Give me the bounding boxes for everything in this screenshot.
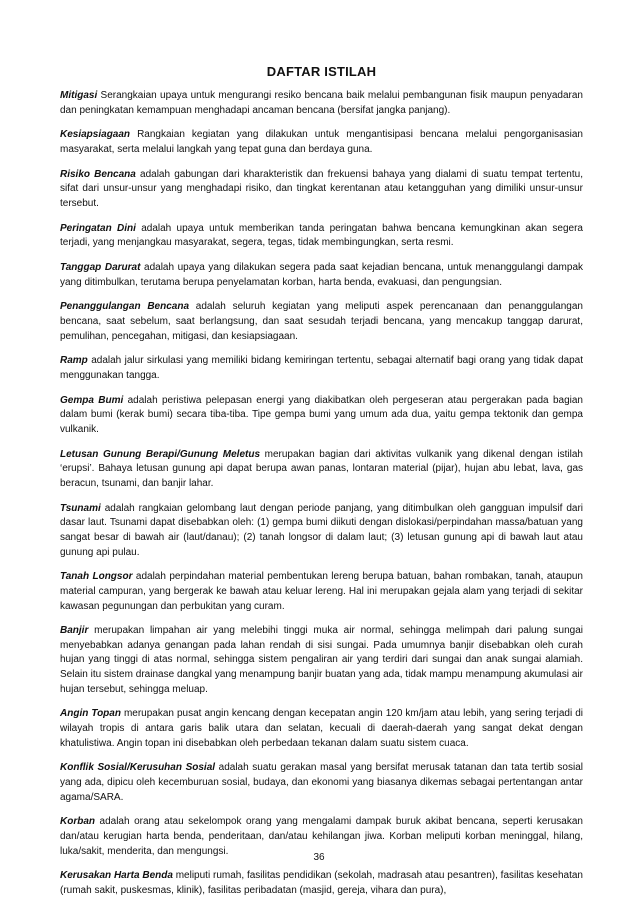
glossary-term: Tsunami [60, 502, 101, 514]
glossary-term: Kerusakan Harta Benda [60, 870, 173, 882]
glossary-definition: adalah upaya yang dilakukan segera pada saat kejadian bencana, untuk menanggulangi dampak yang ditimbulkan, terutama berupa penyelamatan korban, harta benda, evakuasi, dan pengungsian. [60, 262, 583, 288]
glossary-term: Mitigasi [60, 90, 98, 101]
glossary-definition: adalah suatu gerakan masal yang bersifat merusak tatanan dan tata tertib sosial yang ada, dipicu oleh kecemburuan sosial, budaya, dan ekonomi yang biasanya dikemas sebagai pertentangan antar agama/SARA. [60, 762, 583, 803]
glossary-definition: merupakan bagian dari aktivitas vulkanik yang dikenal dengan istilah ‘erupsi’. Bahaya letusan gunung api dapat berupa awan panas, lontaran material (pijar), hujan abu lebat, lava, gas beracun, tsunami, dan banjir lahar. [60, 448, 583, 489]
glossary-definition: Serangkaian upaya untuk mengurangi resiko bencana baik melalui pembangunan fisik maupun penyadaran dan peningkatan kemampuan menghadapi ancaman bencana (bersifat jangka panjang). [60, 90, 583, 116]
glossary-definition: adalah jalur sirkulasi yang memiliki bidang kemiringan tertentu, sebagai alternatif bagi orang yang tidak dapat menggunakan tangga. [60, 355, 583, 382]
glossary-definition: adalah peristiwa pelepasan energi yang diakibatkan oleh pergeseran atau pergerakan pada bagian dalam bumi (kerak bumi) secara tiba-tiba. Tipe gempa bumi yang umum ada dua, yaitu gempa tektonik dan gempa vulkanik. [60, 394, 583, 435]
glossary-definition: adalah orang atau sekelompok orang yang mengalami dampak buruk akibat bencana, seperti kerusakan dan/atau kerugian harta benda, penderitaan, dan/atau kehilangan jiwa. Korban meliputi korban meninggal, hilang, luka/sakit, menderita, dan mengungsi. [60, 816, 583, 857]
glossary-term: Angin Topan [60, 708, 121, 720]
glossary-term: Letusan Gunung Berapi/Gunung Meletus [60, 448, 261, 460]
glossary-definition: adalah gabungan dari kharakteristik dan frekuensi bahaya yang dialami di suatu tempat tertentu, sifat dari unsur-unsur yang menghadapi risiko, dan tingkat kerentanan atau ketangguhan yang dimiliki unsur-unsur tersebut. [60, 168, 583, 209]
glossary-definition: merupakan pusat angin kencang dengan kecepatan angin 120 km/jam atau lebih, yang sering terjadi di wilayah tropis di antara garis balik utara dan selatan, kecuali di daerah-daerah yang sangat dekat dengan khatulistiwa. Angin topan ini disebabkan oleh perbedaan tekanan dalam suatu sistem cuaca. [60, 708, 583, 749]
glossary-term: Gempa Bumi [60, 394, 124, 406]
page-title: DAFTAR ISTILAH [266, 64, 377, 79]
glossary-entry [60, 761, 583, 805]
glossary-definition: adalah perpindahan material pembentukan lereng berupa batuan, bahan rombakan, tanah, ataupun material campuran, yang bergerak ke bawah atau keluar lereng. Hal ini merupakan gejala alam yang terjadi di sekitar kawasan pegunungan dan perbukitan yang curam. [60, 571, 583, 612]
glossary-entry [60, 354, 583, 383]
glossary-entry [60, 624, 583, 697]
glossary-definition: adalah rangkaian gelombang laut dengan periode panjang, yang ditimbulkan oleh gangguan impulsif dari dasar laut. Tsunami dapat disebabkan oleh: (1) gempa bumi diikuti dengan dislokasi/perpindahan massa/batuan yang sangat besar di bawah air (laut/danau); (2) tanah longsor di dalam laut; (3) letusan gunung api di bawah laut atau gunung api pulau. [60, 502, 583, 558]
glossary-entry [60, 448, 583, 492]
glossary-entry [60, 707, 583, 751]
glossary-entry [60, 394, 583, 438]
glossary-term: Ramp [60, 355, 88, 367]
glossary-definition: adalah upaya untuk memberikan tanda peringatan bahwa bencana kemungkinan akan segera terjadi, yang menjangkau masyarakat, segera, tegas, tidak membingungkan, serta resmi. [60, 222, 583, 249]
glossary-entry [60, 168, 583, 212]
glossary-entry [60, 128, 583, 157]
glossary-term: Tanah Longsor [60, 571, 133, 583]
glossary-term: Kesiapsiagaan [60, 129, 131, 141]
glossary-term: Penanggulangan Bencana [60, 301, 190, 313]
glossary-entry [60, 261, 583, 290]
glossary-entry [60, 502, 583, 560]
glossary-entry [60, 222, 583, 251]
glossary-definition: meliputi rumah, fasilitas pendidikan (sekolah, madrasah atau pesantren), fasilitas kesehatan (rumah sakit, puskesmas, klinik), fasilitas peribadatan (masjid, gereja, vihara dan pura), [60, 870, 583, 896]
glossary-term: Peringatan Dini [60, 222, 136, 234]
glossary-definition: adalah seluruh kegiatan yang meliputi aspek perencanaan dan penanggulangan bencana, saat sebelum, saat berlangsung, dan saat sesudah terjadi bencana, yang mencakup tanggap darurat, pemulihan, pencegahan, mitigasi, dan kesiapsiagaan. [60, 301, 583, 342]
glossary-term: Konflik Sosial/Kerusuhan Sosial [60, 762, 216, 774]
glossary-entry [60, 570, 583, 614]
glossary-entry [60, 300, 583, 344]
glossary-entry [60, 869, 583, 898]
glossary-term: Tanggap Darurat [60, 262, 141, 274]
glossary-definition: merupakan limpahan air yang melebihi tinggi muka air normal, sehingga melimpah dari palung sungai menyebabkan adanya genangan pada lahan rendah di sisi sungai. Pada umumnya banjir disebabkan oleh curah hujan yang tinggi di atas normal, sehingga sistem pengaliran air yang terdiri dari sungai dan anak sungai alamiah. Selain itu sistem drainase dangkal yang menampung banjir buatan yang ada, tidak mampu menampung akumulasi air hujan tersebut, sehingga meluap. [60, 625, 583, 695]
glossary-list [60, 89, 583, 899]
page-number: 36 [313, 852, 325, 863]
glossary-term: Korban [60, 816, 95, 828]
glossary-entry [60, 89, 583, 118]
glossary-term: Banjir [60, 625, 89, 637]
glossary-definition: Rangkaian kegiatan yang dilakukan untuk mengantisipasi bencana melalui pengorganisasian masyarakat, serta melalui langkah yang tepat guna dan berdaya guna. [60, 129, 583, 155]
glossary-term: Risiko Bencana [60, 168, 136, 180]
